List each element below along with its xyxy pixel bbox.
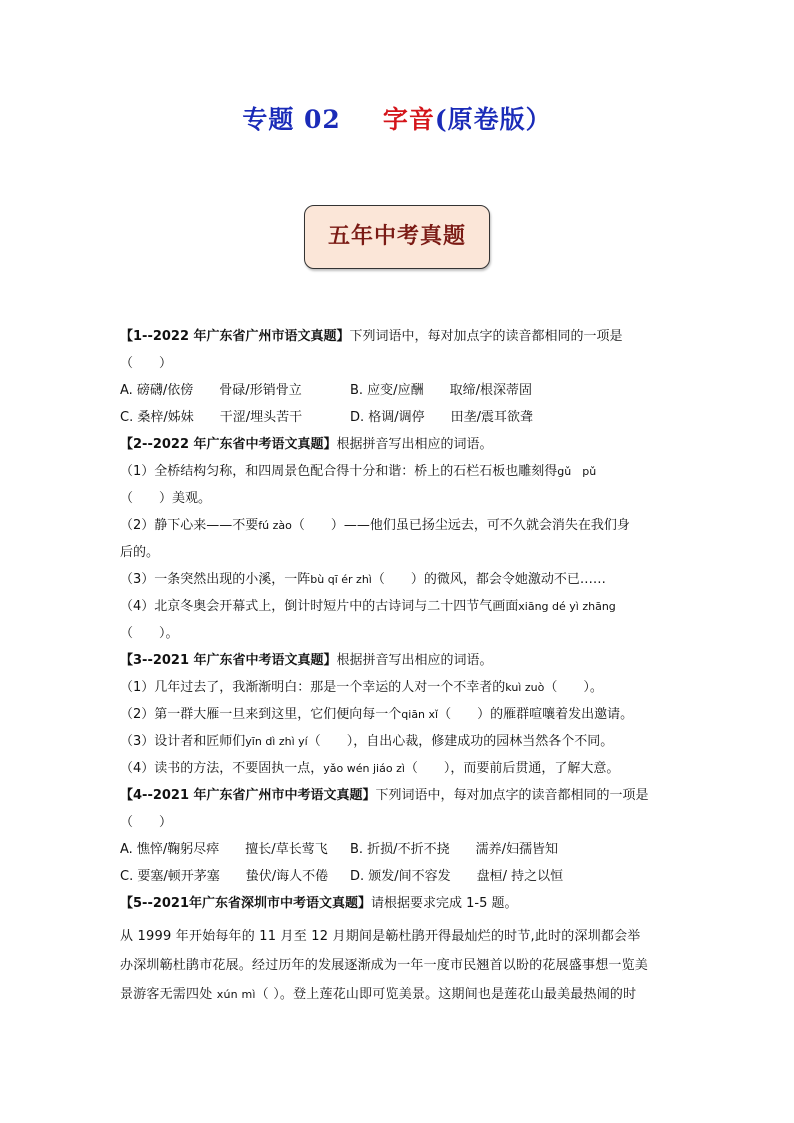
q2-item-4-text: （4）北京冬奥会开幕式上，倒计时短片中的古诗词与二十四节气画面: [120, 599, 519, 614]
q3-item-3-blank: （ ），自出心裁，修建成功的园林当然各个不同。: [307, 734, 614, 749]
q1-option-c: C. 桑梓/姊妹 干涩/埋头苦干: [120, 410, 303, 425]
q3-text: 根据拼音写出相应的词语。: [336, 653, 493, 668]
q2-item-3-text: （3）一条突然出现的小溪，一阵: [120, 572, 311, 587]
q2-item-3-pinyin: bù qī ér zhì: [310, 573, 372, 586]
q2-item-1-pinyin: gǔ pǔ: [557, 465, 597, 478]
q2-item-2: [120, 515, 680, 542]
q3-item-3-text: （3）设计者和匠师们: [120, 734, 246, 749]
q2-source: 【2--2022 年广东省中考语文真题】: [120, 437, 337, 452]
q4-blank: （ ）: [120, 815, 173, 830]
passage-line-1: 从 1999 年开始每年的 11 月至 12 月期间是簕杜鹃开得最灿烂的时节,此时的深圳都会举: [120, 929, 641, 944]
q2-item-2-cont: 后的。: [120, 545, 160, 560]
q4-stem: [120, 785, 680, 812]
q2-item-4: [120, 596, 680, 623]
q1-text: 下列词语中，每对加点字的读音都相同的一项是: [349, 329, 623, 344]
title-series: 专题 02: [242, 105, 341, 134]
q3-source: 【3--2021 年广东省中考语文真题】: [120, 653, 337, 668]
passage-line-2: 办深圳簕杜鹃市花展。经过历年的发展逐渐成为一年一度市民翘首以盼的花展盛事想一览美: [120, 958, 649, 973]
q3-item-4: [120, 758, 680, 785]
q2-item-2-pinyin: fú zào: [258, 519, 292, 532]
question-content: [120, 326, 680, 1013]
q3-item-3: [120, 731, 680, 758]
q4-options-cd: [120, 866, 680, 893]
q3-item-1-blank: （ ）。: [544, 680, 603, 695]
title-edition: (原卷版）: [434, 105, 552, 134]
q4-option-b: B. 折损/不折不挠 濡养/妇孺皆知: [350, 842, 558, 857]
q2-item-2-text: （2）静下心来——不要: [120, 518, 259, 533]
q5-source: 【5--2021年广东省深圳市中考语文真题】: [120, 896, 372, 911]
q1-option-b: B. 应变/应酬 取缔/根深蒂固: [350, 383, 532, 398]
q3-item-1-text: （1）几年过去了，我渐渐明白：那是一个幸运的人对一个不幸者的: [120, 680, 506, 695]
q2-item-3: [120, 569, 680, 596]
q1-blank: （ ）: [120, 356, 173, 371]
q3-item-1: [120, 677, 680, 704]
q1-options-cd: [120, 407, 680, 434]
q1-options-ab: [120, 380, 680, 407]
q4-option-c: C. 要塞/顿开茅塞 蛰伏/诲人不倦: [120, 869, 329, 884]
q4-options-ab: [120, 839, 680, 866]
q2-item-2-blank: （ ）——他们虽已扬尘远去，可不久就会消失在我们身: [291, 518, 630, 533]
q3-item-4-blank: （ ），而要前后贯通，了解大意。: [404, 761, 620, 776]
q3-item-4-pinyin: yǎo wén jiáo zì: [323, 762, 405, 775]
passage-line-3-pinyin: xún mì: [216, 988, 256, 1001]
q2-item-1: [120, 461, 680, 488]
q2-stem: [120, 434, 680, 461]
q4-option-d: D. 颁发/间不容发 盘桓/ 持之以恒: [350, 869, 564, 884]
q3-item-2-pinyin: qiān xǐ: [401, 708, 439, 721]
q1-option-d: D. 格调/调停 田垄/震耳欲聋: [350, 410, 534, 425]
passage-line-3-blank: （ ）。登上莲花山即可览美景。这期间也是莲花山最美最热闹的时: [255, 987, 637, 1002]
q4-option-a: A. 憔悴/鞠躬尽瘁 擅长/草长莺飞: [120, 842, 328, 857]
q5-text: 请根据要求完成 1-5 题。: [371, 896, 518, 911]
q2-item-4-pinyin: xiāng dé yì zhāng: [518, 600, 616, 613]
q4-text: 下列词语中，每对加点字的读音都相同的一项是: [375, 788, 649, 803]
q1-option-a: A. 磅礴/依傍 骨碌/形销骨立: [120, 383, 302, 398]
q2-item-4-cont: （ ）。: [120, 626, 179, 641]
q2-text: 根据拼音写出相应的词语。: [336, 437, 493, 452]
q4-source: 【4--2021 年广东省广州市中考语文真题】: [120, 788, 376, 803]
q3-item-1-pinyin: kuì zuò: [505, 681, 545, 694]
q3-item-4-text: （4）读书的方法，不要固执一点，: [120, 761, 324, 776]
reading-passage: [120, 926, 680, 1013]
q3-item-3-pinyin: yīn dì zhì yí: [245, 735, 308, 748]
q3-item-2-text: （2）第一群大雁一旦来到这里，它们便向每一个: [120, 707, 402, 722]
q2-item-1-cont: （ ）美观。: [120, 491, 212, 506]
q3-item-2-blank: （ ）的雁群喧嚷着发出邀请。: [438, 707, 634, 722]
q1-source: 【1--2022 年广东省广州市语文真题】: [120, 329, 350, 344]
page-title: [0, 100, 794, 136]
passage-line-3-text: 景游客无需四处: [120, 987, 217, 1002]
section-banner: [304, 205, 490, 269]
q1-stem: [120, 326, 680, 353]
passage-line-3: [120, 984, 680, 1013]
q3-stem: [120, 650, 680, 677]
q2-item-3-blank: （ ）的微风，都会令她激动不已……: [371, 572, 606, 587]
q2-item-1-text: （1）全桥结构匀称，和四周景色配合得十分和谐：桥上的石栏石板也雕刻得: [120, 464, 558, 479]
q3-item-2: [120, 704, 680, 731]
section-banner-label: 五年中考真题: [327, 223, 466, 249]
title-topic: 字音: [382, 105, 435, 134]
q5-stem: [120, 893, 680, 920]
